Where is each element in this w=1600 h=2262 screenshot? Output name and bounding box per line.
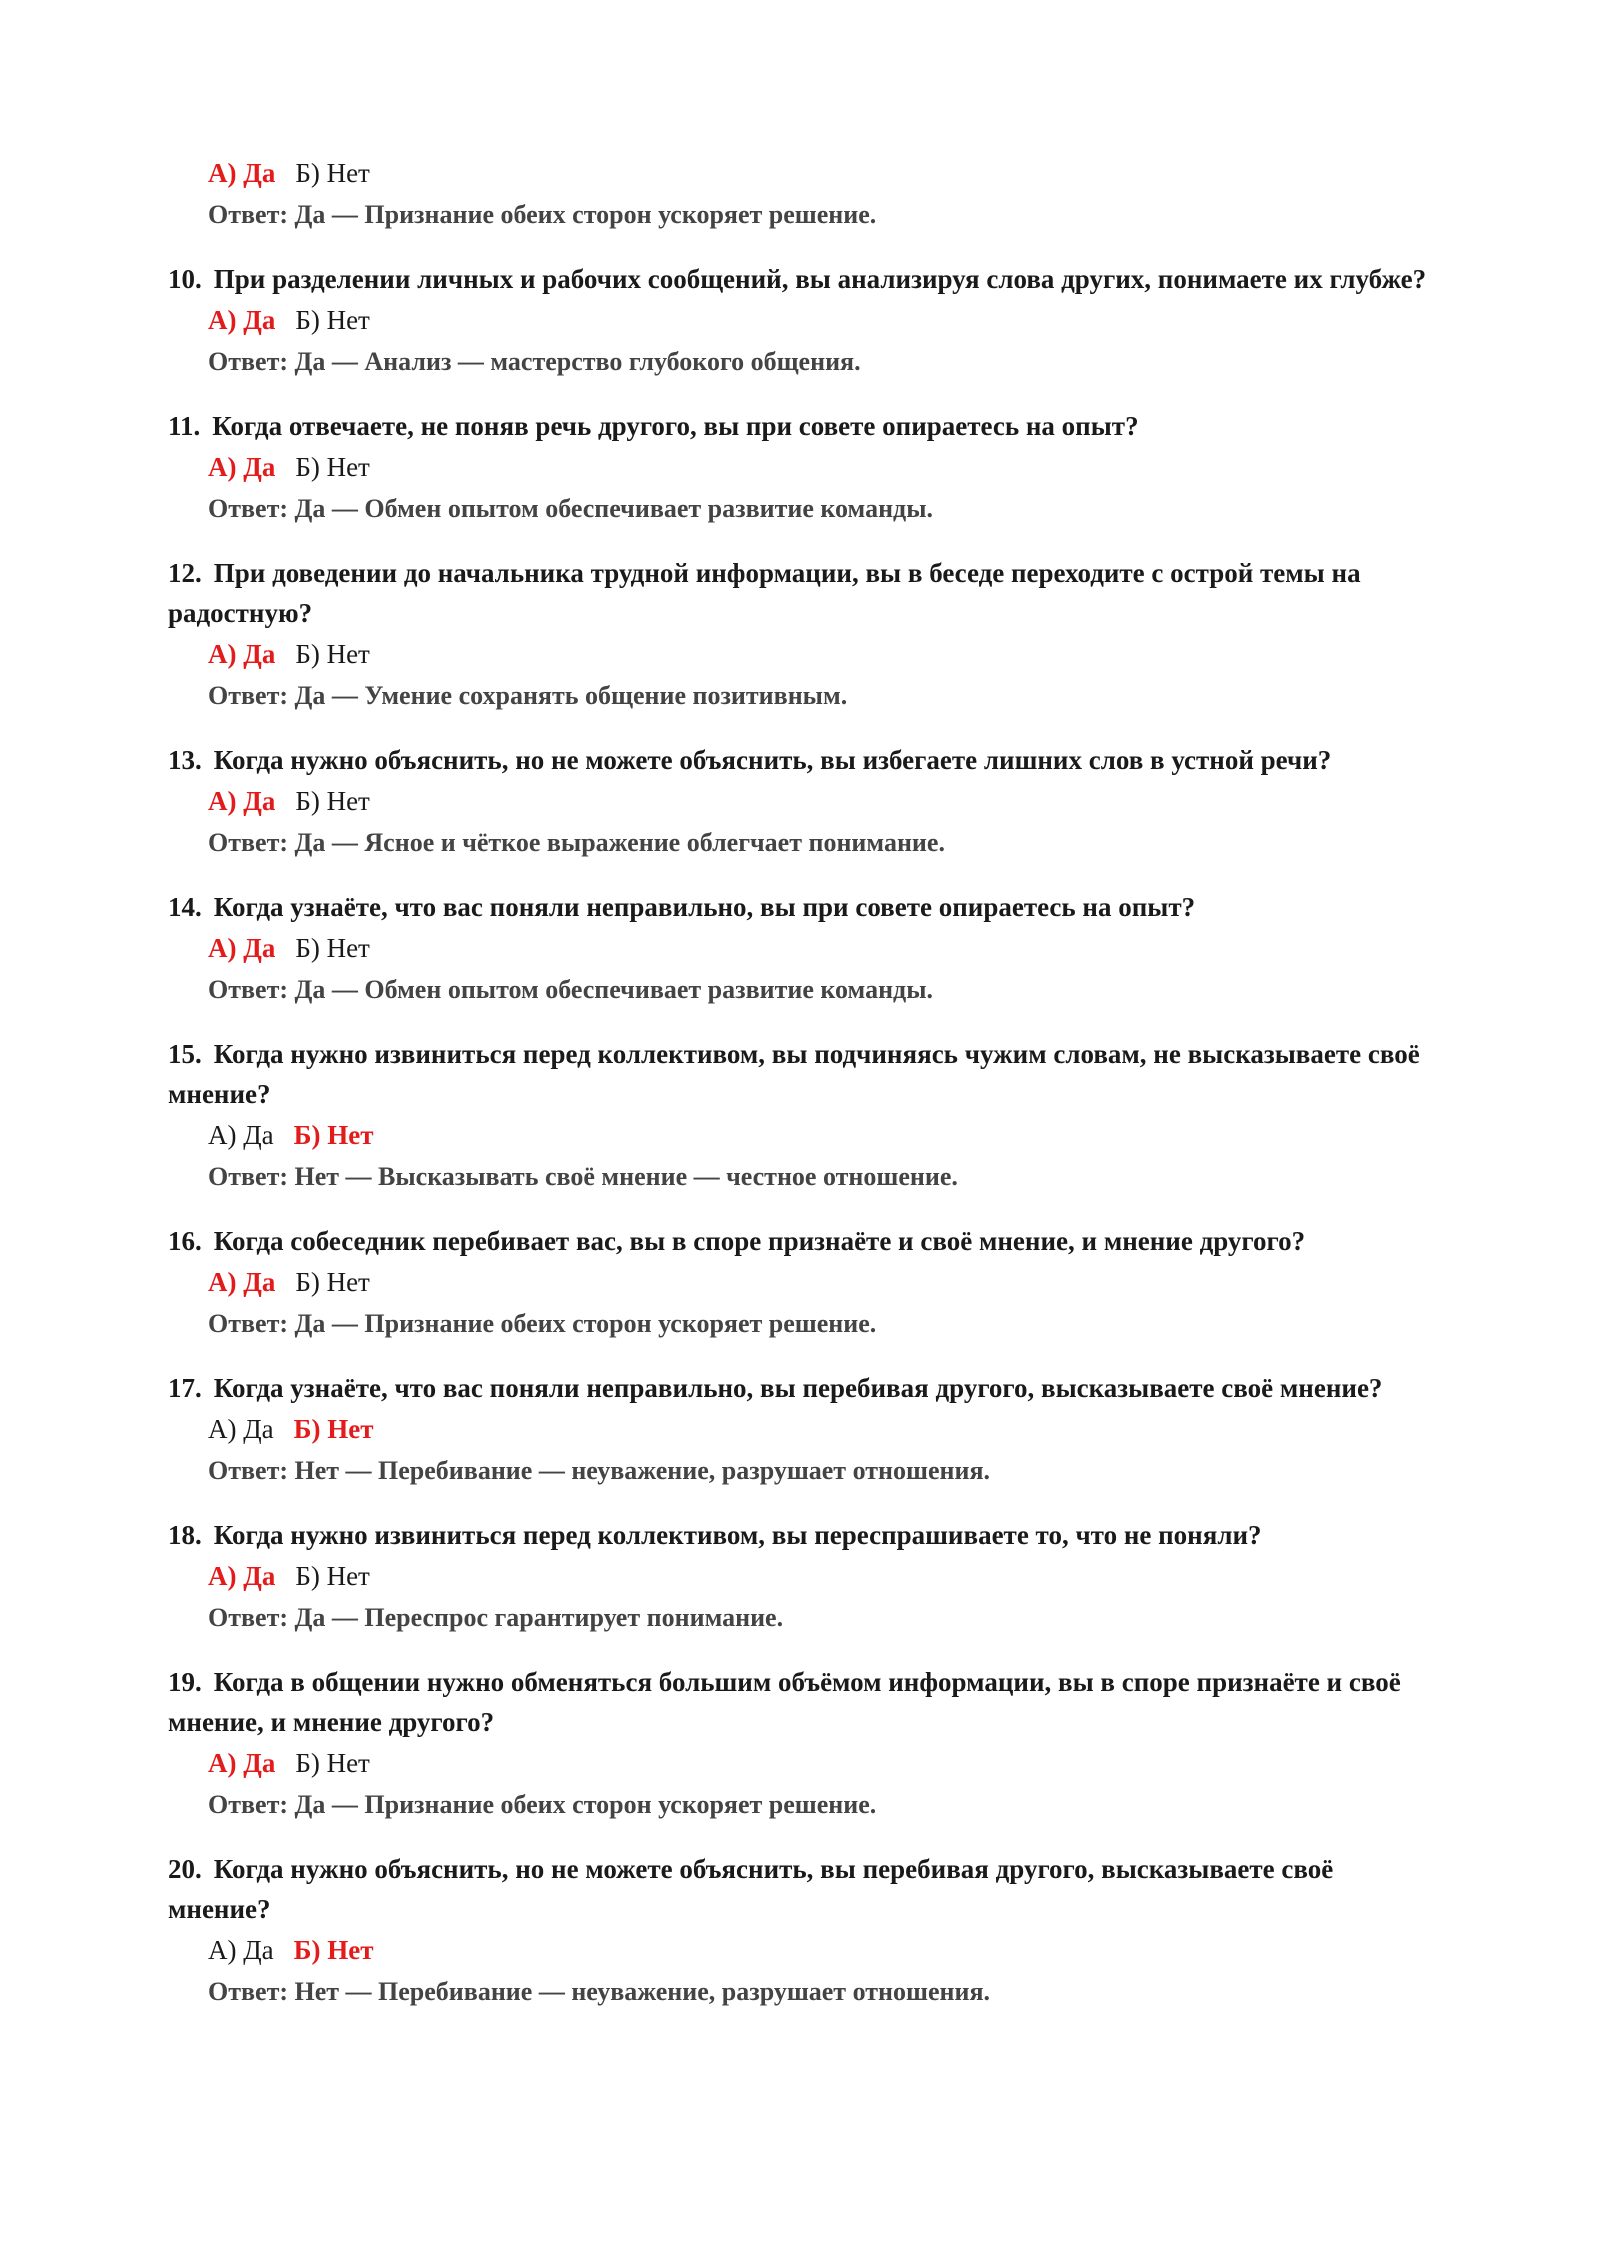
answer-explanation: Ответ: Да — Признание обеих сторон ускоряет решение. xyxy=(208,1790,877,1819)
document-page xyxy=(168,152,1438,2036)
option-b: Б) Нет xyxy=(295,305,370,335)
option-b: Б) Нет xyxy=(293,1935,374,1965)
question-block xyxy=(168,740,1438,864)
question-label: Когда узнаёте, что вас поняли неправильно, вы перебивая другого, высказываете своё мнение? xyxy=(213,1373,1383,1403)
question-text xyxy=(168,553,1438,633)
question-label: При разделении личных и рабочих сообщений, вы анализируя слова других, понимаете их глубже? xyxy=(213,264,1427,294)
question-block xyxy=(168,1034,1438,1198)
answer-explanation: Ответ: Да — Обмен опытом обеспечивает развитие команды. xyxy=(208,975,934,1004)
option-a: А) Да xyxy=(208,639,276,669)
option-b: Б) Нет xyxy=(293,1120,374,1150)
question-label: Когда нужно объяснить, но не можете объяснить, вы избегаете лишних слов в устной речи? xyxy=(213,745,1332,775)
answer-explanation: Ответ: Да — Признание обеих сторон ускоряет решение. xyxy=(208,1309,877,1338)
answer-options xyxy=(208,1929,1438,1971)
question-number: 18. xyxy=(168,1520,202,1550)
option-a: А) Да xyxy=(208,305,276,335)
question-number: 13. xyxy=(168,745,202,775)
question-number: 15. xyxy=(168,1039,202,1069)
option-a: А) Да xyxy=(208,1748,276,1778)
question-block xyxy=(168,1515,1438,1639)
question-label: Когда нужно объяснить, но не можете объяснить, вы перебивая другого, высказываете своё мнение? xyxy=(168,1854,1334,1924)
question-text xyxy=(168,1662,1438,1742)
question-label: Когда нужно извиниться перед коллективом, вы подчиняясь чужим словам, не высказываете своё мнение? xyxy=(168,1039,1420,1109)
answer-options xyxy=(208,780,1438,822)
question-label: Когда нужно извиниться перед коллективом, вы переспрашиваете то, что не поняли? xyxy=(213,1520,1262,1550)
answer-options xyxy=(208,1114,1438,1156)
option-b: Б) Нет xyxy=(295,933,370,963)
option-b: Б) Нет xyxy=(295,1267,370,1297)
question-block xyxy=(168,1849,1438,2013)
option-a: А) Да xyxy=(208,158,276,188)
question-text xyxy=(168,1034,1438,1114)
answer-explanation: Ответ: Да — Умение сохранять общение позитивным. xyxy=(208,681,848,710)
question-text xyxy=(168,1221,1438,1261)
answer-explanation: Ответ: Да — Анализ — мастерство глубокого общения. xyxy=(208,347,861,376)
question-number: 10. xyxy=(168,264,202,294)
question-block xyxy=(168,406,1438,530)
question-block xyxy=(168,1662,1438,1826)
question-label: Когда узнаёте, что вас поняли неправильно, вы при совете опираетесь на опыт? xyxy=(213,892,1196,922)
question-number: 14. xyxy=(168,892,202,922)
question-block xyxy=(168,1221,1438,1345)
question-label: Когда в общении нужно обменяться большим объёмом информации, вы в споре признаёте и своё мнение, и мнение другого? xyxy=(168,1667,1401,1737)
answer-options xyxy=(208,1555,1438,1597)
answer-explanation: Ответ: Нет — Перебивание — неуважение, разрушает отношения. xyxy=(208,1977,991,2006)
answer-options xyxy=(208,446,1438,488)
question-label: При доведении до начальника трудной информации, вы в беседе переходите с острой темы на радостную? xyxy=(168,558,1361,628)
option-b: Б) Нет xyxy=(295,158,370,188)
option-b: Б) Нет xyxy=(295,452,370,482)
option-b: Б) Нет xyxy=(295,786,370,816)
question-block xyxy=(168,259,1438,383)
question-label: Когда собеседник перебивает вас, вы в споре признаёте и своё мнение, и мнение другого? xyxy=(213,1226,1306,1256)
option-b: Б) Нет xyxy=(295,1748,370,1778)
question-block xyxy=(168,887,1438,1011)
answer-options xyxy=(208,1261,1438,1303)
question-number: 11. xyxy=(168,411,201,441)
option-a: А) Да xyxy=(208,1935,274,1965)
option-a: А) Да xyxy=(208,1414,274,1444)
question-block xyxy=(168,553,1438,717)
option-a: А) Да xyxy=(208,452,276,482)
option-a: А) Да xyxy=(208,1267,276,1297)
question-text xyxy=(168,259,1438,299)
option-a: А) Да xyxy=(208,1120,274,1150)
question-number: 19. xyxy=(168,1667,202,1697)
question-block xyxy=(168,152,1438,236)
answer-explanation: Ответ: Да — Переспрос гарантирует понимание. xyxy=(208,1603,784,1632)
answer-options xyxy=(208,927,1438,969)
option-a: А) Да xyxy=(208,1561,276,1591)
answer-explanation: Ответ: Да — Признание обеих сторон ускоряет решение. xyxy=(208,200,877,229)
answer-explanation: Ответ: Да — Ясное и чёткое выражение облегчает понимание. xyxy=(208,828,945,857)
option-b: Б) Нет xyxy=(295,639,370,669)
question-text xyxy=(168,1849,1438,1929)
answer-options xyxy=(208,299,1438,341)
answer-explanation: Ответ: Нет — Перебивание — неуважение, разрушает отношения. xyxy=(208,1456,991,1485)
answer-options xyxy=(208,1408,1438,1450)
answer-explanation: Ответ: Да — Обмен опытом обеспечивает развитие команды. xyxy=(208,494,934,523)
answer-options xyxy=(208,1742,1438,1784)
option-a: А) Да xyxy=(208,786,276,816)
answer-options xyxy=(208,633,1438,675)
question-text xyxy=(168,406,1438,446)
question-text xyxy=(168,887,1438,927)
answer-options xyxy=(208,152,1438,194)
option-a: А) Да xyxy=(208,933,276,963)
question-text xyxy=(168,740,1438,780)
question-text xyxy=(168,1368,1438,1408)
question-number: 16. xyxy=(168,1226,202,1256)
question-text xyxy=(168,1515,1438,1555)
question-block xyxy=(168,1368,1438,1492)
question-number: 12. xyxy=(168,558,202,588)
question-number: 17. xyxy=(168,1373,202,1403)
answer-explanation: Ответ: Нет — Высказывать своё мнение — честное отношение. xyxy=(208,1162,958,1191)
option-b: Б) Нет xyxy=(295,1561,370,1591)
option-b: Б) Нет xyxy=(293,1414,374,1444)
question-number: 20. xyxy=(168,1854,202,1884)
question-label: Когда отвечаете, не поняв речь другого, вы при совете опираетесь на опыт? xyxy=(212,411,1139,441)
